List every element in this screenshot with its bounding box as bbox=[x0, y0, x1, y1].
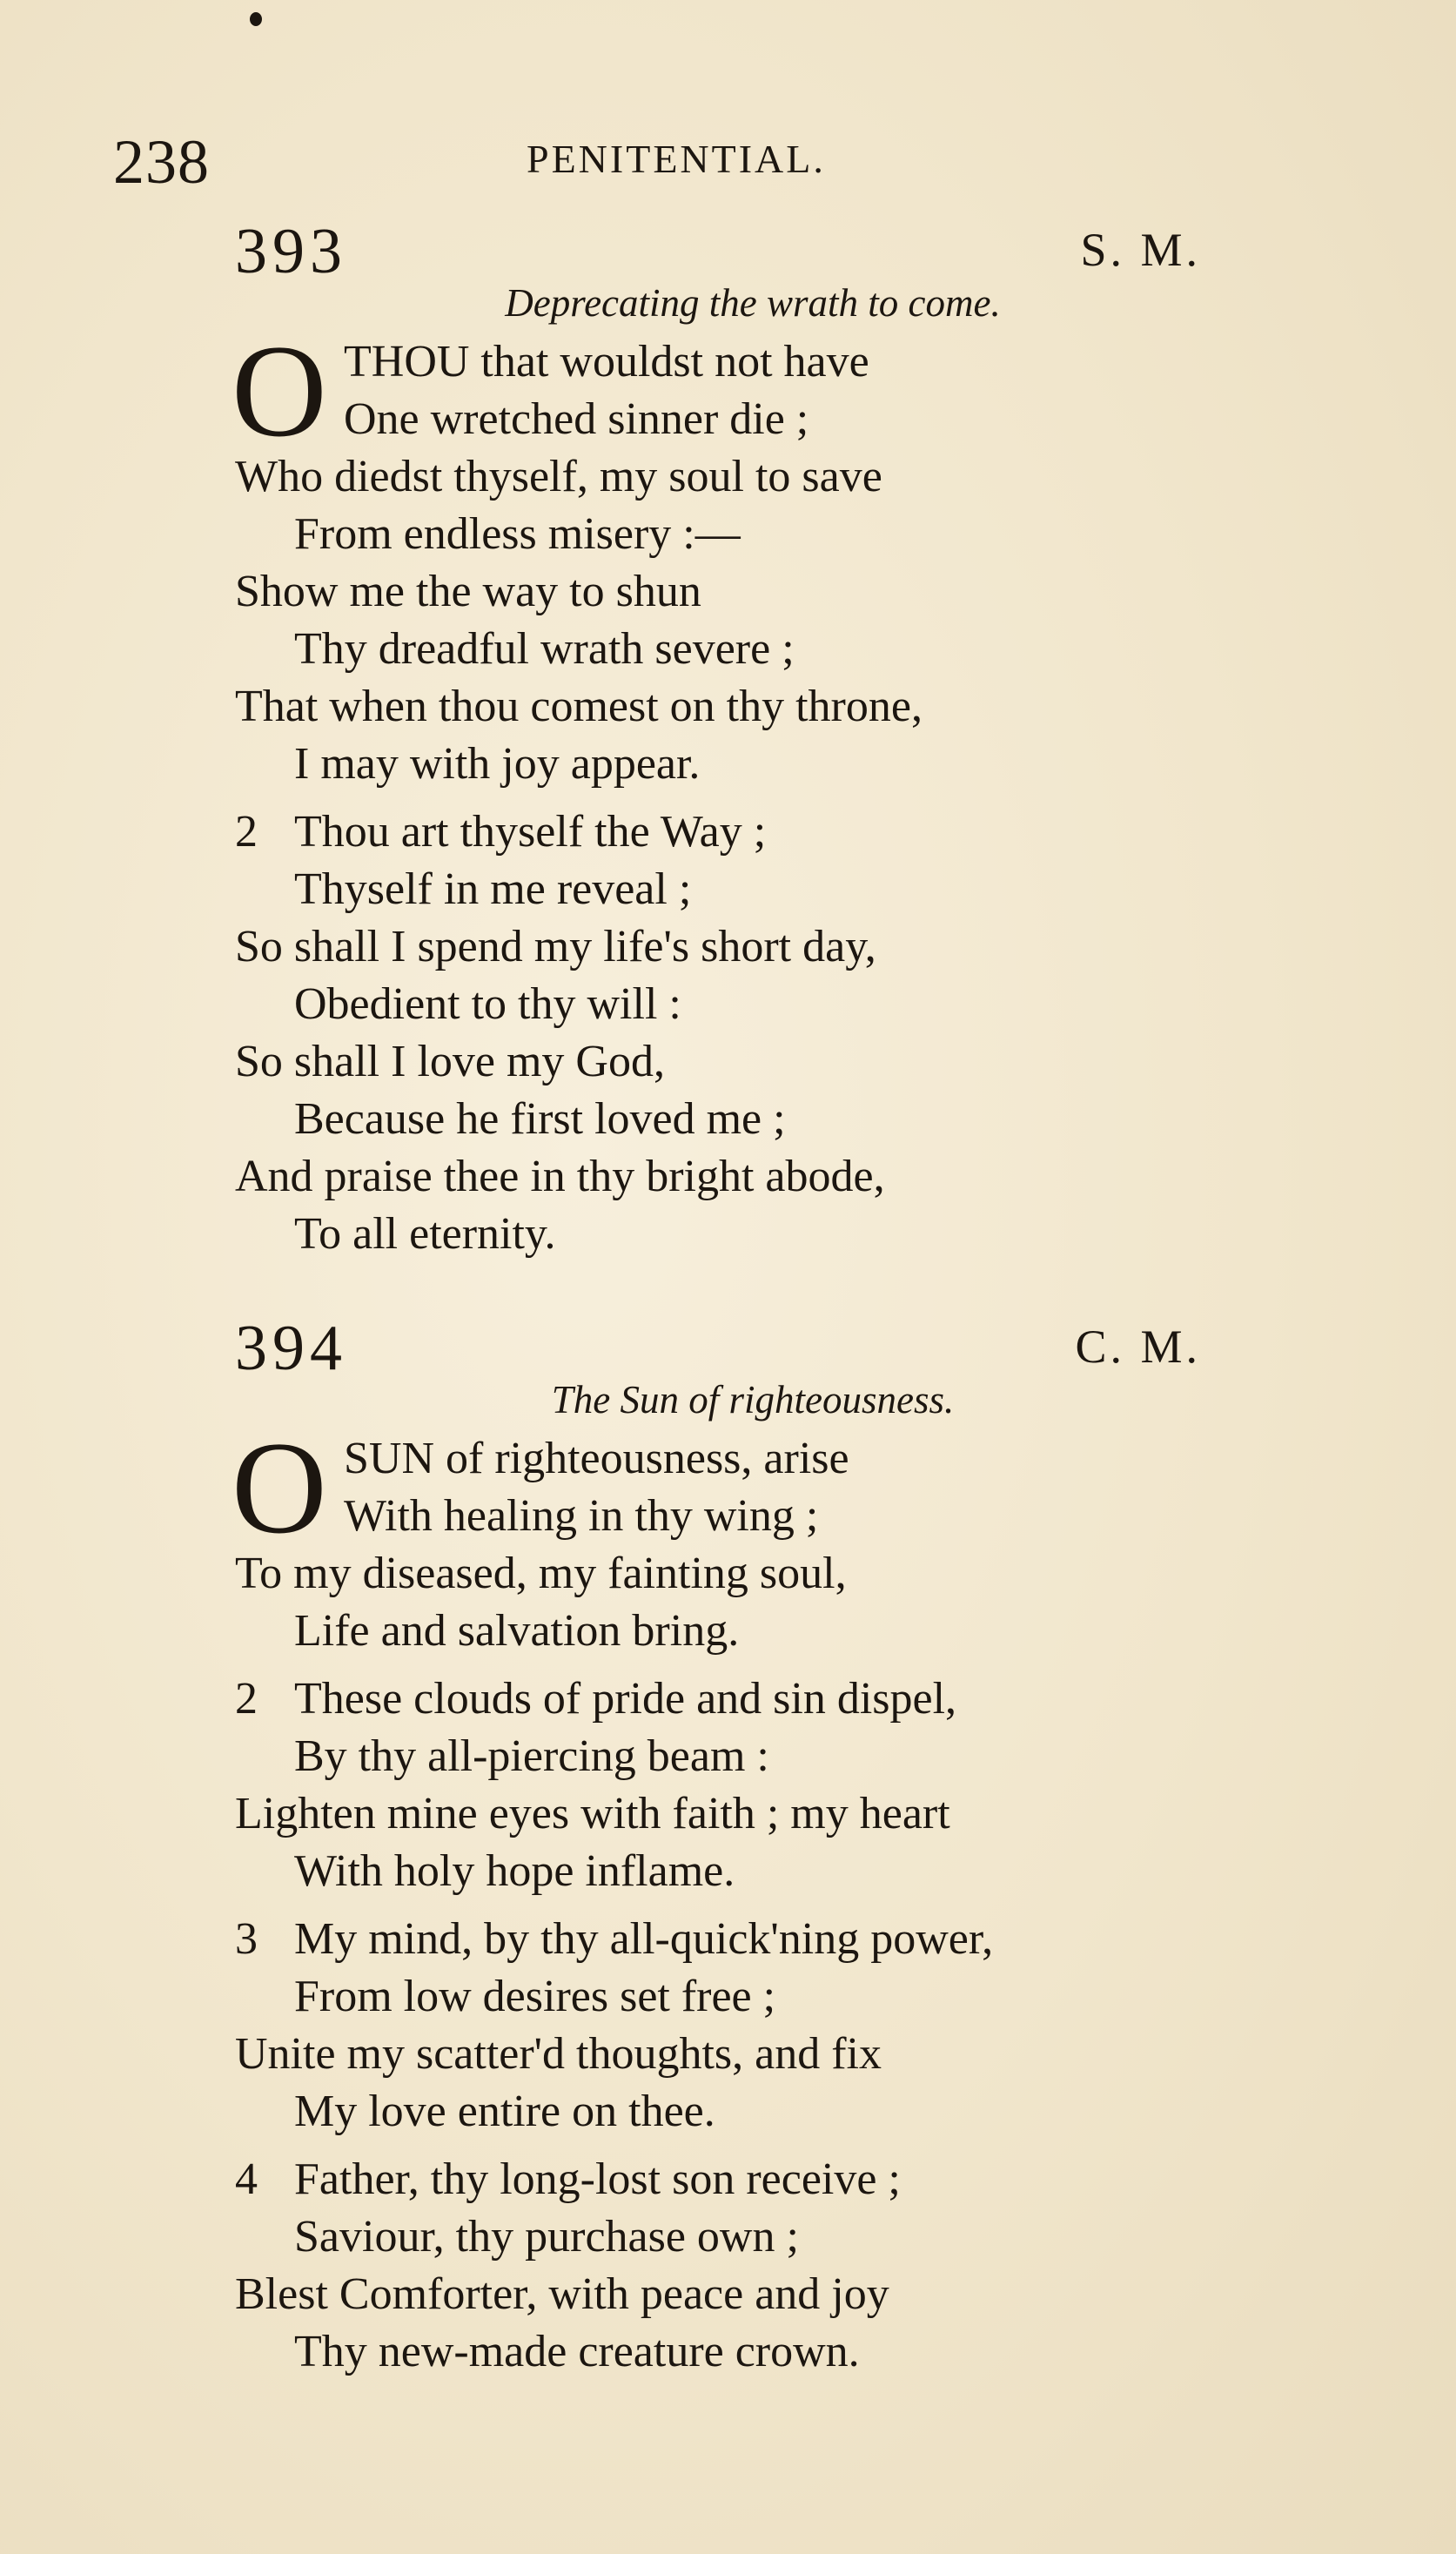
verse-line: From endless misery :— bbox=[294, 509, 741, 559]
hymn-394 bbox=[231, 1313, 1201, 2391]
hymn-meter: S. M. bbox=[1080, 224, 1201, 276]
drop-cap: O bbox=[231, 318, 327, 464]
stanza-1 bbox=[231, 318, 1201, 793]
hymn-meter: C. M. bbox=[1075, 1321, 1201, 1373]
verse-line: These clouds of pride and sin dispel, bbox=[294, 1674, 957, 1724]
verse-line: Father, thy long-lost son receive ; bbox=[294, 2154, 901, 2204]
verse-line: So shall I love my God, bbox=[235, 1037, 665, 1086]
verse-line: My love entire on thee. bbox=[294, 2087, 715, 2136]
running-head: PENITENTIAL. bbox=[527, 137, 826, 181]
hymn-title: Deprecating the wrath to come. bbox=[505, 281, 1001, 325]
verse-line: Thy new-made creature crown. bbox=[294, 2327, 860, 2376]
stanza-number: 2 bbox=[235, 1674, 258, 1724]
hymn-number: 394 bbox=[235, 1313, 347, 1384]
verse-line: Blest Comforter, with peace and joy bbox=[235, 2269, 889, 2319]
ink-spot bbox=[250, 12, 262, 26]
verse-line: So shall I spend my life's short day, bbox=[235, 922, 876, 971]
verse-line: That when thou comest on thy throne, bbox=[235, 682, 923, 731]
verse-line: From low desires set free ; bbox=[294, 1972, 776, 2021]
verse-line: With holy hope inflame. bbox=[294, 1846, 735, 1896]
verse-line: One wretched sinner die ; bbox=[344, 394, 809, 444]
hymn-number: 393 bbox=[235, 216, 347, 287]
verse-line: To my diseased, my fainting soul, bbox=[235, 1549, 847, 1598]
verse-line: Unite my scatter'd thoughts, and fix bbox=[235, 2029, 882, 2079]
hymn-header bbox=[235, 1313, 1201, 1386]
verse-line: Who diedst thyself, my soul to save bbox=[235, 452, 882, 501]
stanza-number: 3 bbox=[235, 1914, 258, 1964]
verse-line: Thyself in me reveal ; bbox=[294, 864, 692, 914]
verse-line: Saviour, thy purchase own ; bbox=[294, 2212, 799, 2262]
verse-line: To all eternity. bbox=[294, 1209, 556, 1259]
verse-line: I may with joy appear. bbox=[294, 739, 701, 789]
stanza-number: 2 bbox=[235, 807, 258, 857]
stanza-3 bbox=[235, 1911, 1201, 2141]
verse-line: Thou art thyself the Way ; bbox=[294, 807, 767, 857]
stanza-2 bbox=[235, 1670, 1201, 1900]
stanza-4 bbox=[235, 2151, 1201, 2381]
verse-line: My mind, by thy all-quick'ning power, bbox=[294, 1914, 994, 1964]
hymn-393 bbox=[231, 216, 1201, 1274]
verse-line: SUN of righteousness, arise bbox=[344, 1434, 849, 1483]
verse-line: Obedient to thy will : bbox=[294, 979, 681, 1029]
verse-line: With healing in thy wing ; bbox=[344, 1491, 819, 1541]
verse-line: And praise thee in thy bright abode, bbox=[235, 1152, 885, 1201]
verse-line: Show me the way to shun bbox=[235, 567, 701, 616]
verse-line: Lighten mine eyes with faith ; my heart bbox=[235, 1789, 950, 1838]
verse-line: By thy all-piercing beam : bbox=[294, 1731, 769, 1781]
stanza-1 bbox=[231, 1415, 1201, 1660]
verse-line: Thy dreadful wrath severe ; bbox=[294, 624, 795, 674]
page-number: 238 bbox=[113, 127, 210, 197]
stanza-number: 4 bbox=[235, 2154, 258, 2204]
hymn-header bbox=[235, 216, 1201, 289]
stanza-2 bbox=[235, 803, 1201, 1263]
drop-cap: O bbox=[231, 1415, 327, 1561]
verse-line: Life and salvation bring. bbox=[294, 1606, 740, 1656]
verse-line: THOU that wouldst not have bbox=[344, 337, 869, 386]
hymn-title: The Sun of righteousness. bbox=[551, 1378, 955, 1422]
verse-line: Because he first loved me ; bbox=[294, 1094, 786, 1144]
